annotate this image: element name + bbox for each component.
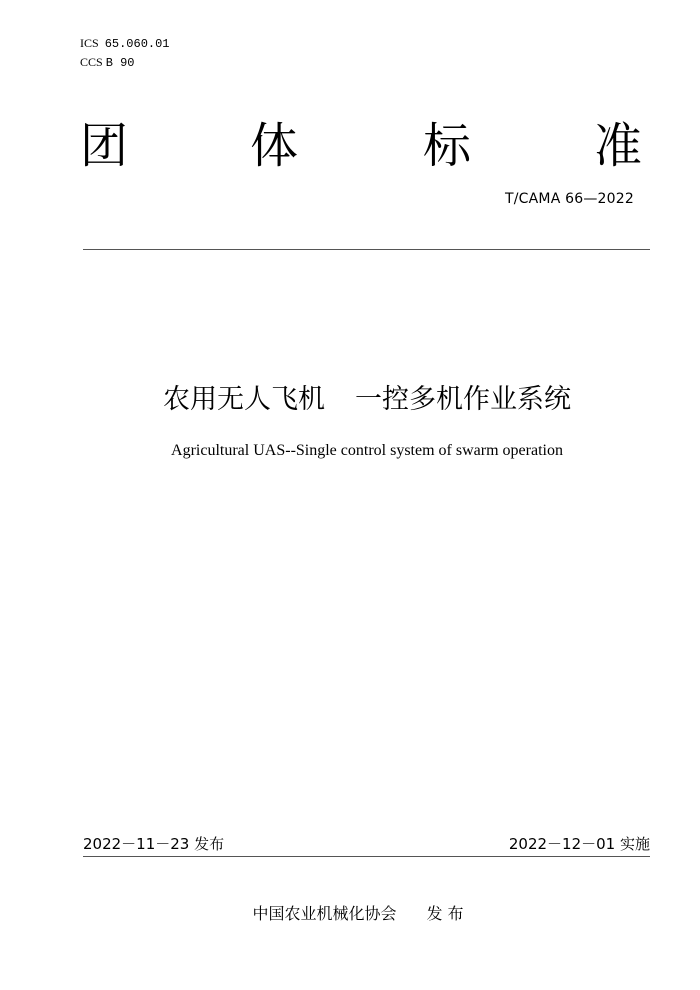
heading-char-4: 准 bbox=[594, 118, 643, 174]
title-chinese-part1: 农用无人飞机 bbox=[163, 384, 325, 415]
heading-char-2: 体 bbox=[250, 118, 299, 174]
ics-label: ICS bbox=[80, 36, 99, 50]
ccs-line bbox=[80, 53, 170, 72]
footer-divider bbox=[83, 856, 650, 857]
heading-char-3: 标 bbox=[423, 118, 472, 174]
implement-date: 2022－12－01 实施 bbox=[508, 835, 650, 853]
ics-line bbox=[80, 34, 170, 53]
publisher-line bbox=[0, 903, 700, 925]
standard-code: T/CAMA 66—2022 bbox=[505, 191, 634, 207]
title-english: Agricultural UAS--Single control system of swarm operation bbox=[171, 442, 563, 459]
ccs-label: CCS bbox=[80, 55, 103, 69]
publish-date: 2022－11－23 发布 bbox=[83, 835, 225, 853]
title-chinese-part2: 一控多机作业系统 bbox=[355, 384, 571, 415]
heading-char-1: 团 bbox=[80, 118, 129, 174]
ccs-code: B 90 bbox=[105, 56, 135, 70]
publisher-organization: 中国农业机械化协会 bbox=[252, 904, 397, 923]
header-divider bbox=[83, 249, 650, 250]
publisher-action: 发 布 bbox=[426, 904, 464, 923]
ics-code: 65.060.01 bbox=[104, 37, 170, 51]
classification-codes bbox=[80, 34, 170, 72]
title-chinese bbox=[0, 380, 700, 420]
